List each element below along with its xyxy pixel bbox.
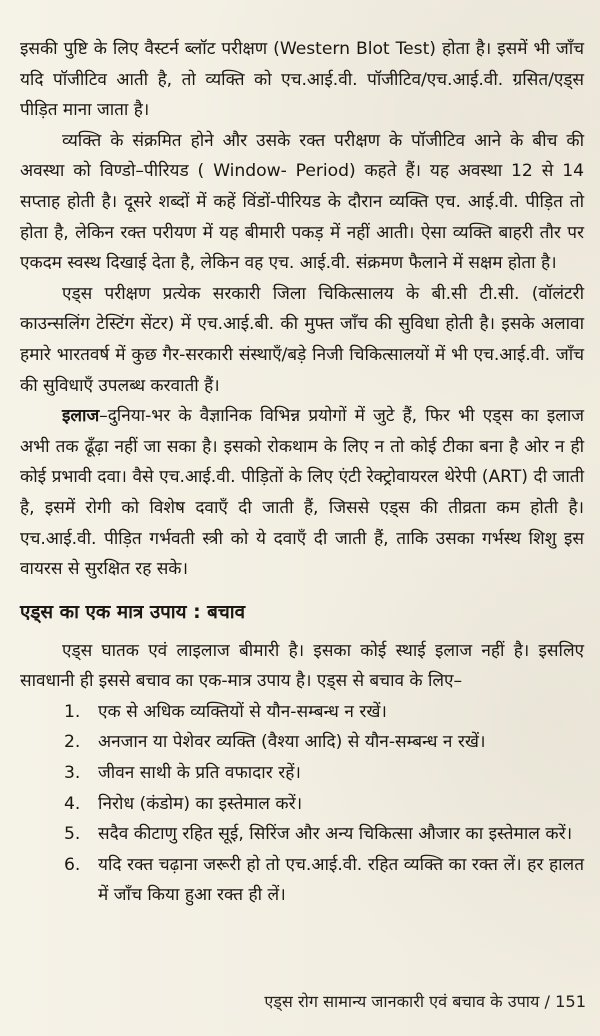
paragraph-treatment — [20, 401, 584, 585]
list-item — [64, 758, 584, 789]
list-item — [64, 850, 584, 911]
list-number: 1. — [64, 701, 81, 722]
list-number: 2. — [64, 732, 81, 753]
treatment-lead: इलाज — [62, 406, 100, 427]
paragraph-prevention-intro: एड्स घातक एवं लाइलाज बीमारी है। इसका कोई स्थाई इलाज नहीं है। इसलिए सावधानी ही इससे बचाव का एक-मात्र उपाय है। एड्स से बचाव के लिए– — [20, 640, 584, 692]
list-number: 6. — [64, 854, 81, 875]
list-text: सदैव कीटाणु रहित सूई, सिरिंज और अन्य चिकित्सा औजार का इस्तेमाल करें। — [98, 824, 573, 845]
list-text: जीवन साथी के प्रति वफादार रहें। — [98, 763, 301, 784]
paragraph-western-blot: इसकी पुष्टि के लिए वैस्टर्न ब्लॉट परीक्षण (Western Blot Test) होता है। इसमें भी जाँच यदि पॉजीटिव आती है, तो व्यक्ति को एच.आई.वी. पॉजीटिव/एच.आई.वी. ग्रसित/एड्स पीड़ित माना जाता है। — [20, 39, 584, 121]
list-item — [64, 727, 584, 758]
list-text: निरोध (कंडोम) का इस्तेमाल करें। — [98, 793, 303, 814]
list-item — [64, 819, 584, 850]
list-text: अनजान या पेशेवर व्यक्ति (वैश्या आदि) से यौन-सम्बन्ध न रखें। — [98, 732, 486, 753]
list-text: यदि रक्त चढ़ाना जरूरी हो तो एच.आई.वी. रहित व्यक्ति का रक्त लें। हर हालत में जाँच किया हुआ रक्त ही लें। — [98, 854, 584, 906]
list-text: एक से अधिक व्यक्तियों से यौन-सम्बन्ध न रखें। — [98, 701, 387, 722]
paragraph-testing-centres: एड्स परीक्षण प्रत्येक सरकारी जिला चिकित्सालय के बी.सी टी.सी. (वॉलंटरी काउन्सलिंग टेस्टिंग सेंटर) में एच.आई.बी. की मुफ्त जाँच की सुविधा होती है। इसके अलावा हमारे भारतवर्ष में कुछ गैर-सरकारी संस्थाएँ/बड़े निजी चिकित्सालयों में भी एच.आई.वी. जाँच की सुविधाएँ उपलब्ध करवाती हैं। — [20, 283, 584, 396]
treatment-text: –दुनिया-भर के वैज्ञानिक विभिन्न प्रयोगों में जुटे हैं, फिर भी एड्स का इलाज अभी तक ढूँढ़ा नहीं जा सका है। इसको रोकथाम के लिए न तो कोई टीका बना है ओर न ही कोई प्रभावी दवा। वैसे एच.आई.वी. पीड़ितों के लिए एंटी रेक्ट्रोवायरल थेरेपी (ART) दी जाती है, इसमें रोगी को विशेष दवाएँ दी जाती हैं, जिससे एड्स की तीव्रता कम होती है। एच.आई.वी. पीड़ित गर्भवती स्त्री को ये दवाएँ दी जाती हैं, ताकि उसका गर्भस्थ शिशु इस वायरस से सुरक्षित रह सके। — [20, 406, 584, 580]
list-item — [64, 789, 584, 820]
prevention-list — [20, 697, 584, 911]
list-number: 3. — [64, 763, 81, 784]
list-item — [64, 697, 584, 728]
list-number: 4. — [64, 793, 81, 814]
section-heading: एड्स का एक मात्र उपाय : बचाव — [20, 601, 246, 623]
paragraph-window-period: व्यक्ति के संक्रमित होने और उसके रक्त परीक्षण के पॉजीटिव आने के बीच की अवस्था को विण्डो–पीरियड ( Window- Period) कहते हैं। यह अवस्था 12 से 14 सप्ताह होती है। दूसरे शब्दों में कहें विंडों-पीरियड के दौरान व्यक्ति एच. आई.वी. पीड़ित तो होता है, लेकिन रक्त परीयण में यह बीमारी पकड़ में नहीं आती। ऐसा व्यक्ति बाहरी तौर पर एकदम स्वस्थ दिखाई देता है, लेकिन वह एच. आई.वी. संक्रमण फैलाने में सक्षम होता है। — [20, 130, 584, 274]
page-footer: एड्स रोग सामान्य जानकारी एवं बचाव के उपाय / 151 — [264, 992, 586, 1011]
list-number: 5. — [64, 824, 81, 845]
